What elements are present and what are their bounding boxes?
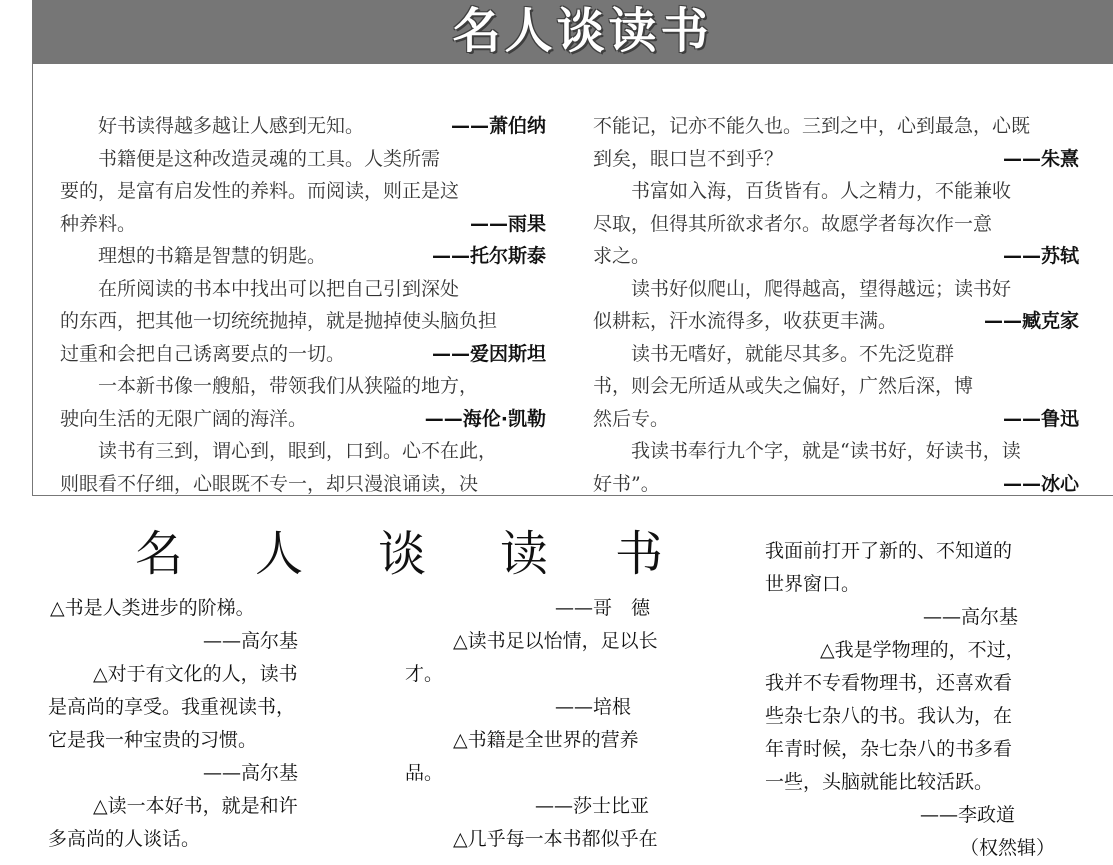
top-right-line [593,305,1079,338]
bottom-quote-line: 是高尚的享受。我重视读书， [48,696,296,718]
quote-author: ——海伦·凯勒 [424,407,546,430]
quote-author: ——鲁迅 [1002,407,1079,430]
quote-text: 到矣，眼口岂不到乎？ [593,147,784,170]
top-right-line [593,468,1079,501]
quote-author: ——冰心 [1002,472,1079,495]
top-title: 名人谈读书 [452,3,713,59]
bottom-quote-line: ——高尔基 [203,630,299,652]
bottom-quote-line: ——哥 德 [555,597,651,619]
top-left-line: 的东西，把其他一切统统抛掉，就是抛掉使头脑负担 [60,310,498,332]
top-left-line [60,208,546,241]
bottom-quote-line: ——李政道 [920,804,1016,826]
bottom-quote-line: 多高尚的人谈话。 [48,828,201,850]
quote-author: ——爱因斯坦 [431,342,546,365]
bottom-quote-line: 它是我一种宝贵的习惯。 [48,729,258,751]
bottom-title-char: 读 [500,526,549,582]
top-right-line: 我读书奉行九个字，就是“读书好，好读书，读 [631,440,1021,462]
top-right-line [593,143,1079,176]
bottom-quote-line: 品。 [405,762,444,784]
top-left-line [60,403,546,436]
quote-author: ——萧伯纳 [450,115,546,137]
top-left-line: 书籍便是这种改造灵魂的工具。人类所需 [98,147,441,170]
quote-text: 种养料。 [60,212,137,235]
quote-author: ——朱熹 [1002,147,1079,170]
top-left-line: 则眼看不仔细，心眼既不专一，却只漫浪诵读，决 [60,472,479,495]
top-left-line: 要的，是富有启发性的养料。而阅读，则正是这 [60,180,460,202]
bottom-title-char: 名 [135,526,184,582]
bottom-quote-line: 世界窗口。 [765,573,861,595]
top-left-line: 在所阅读的书本中找出可以把自己引到深处 [98,277,460,300]
bottom-quote-line: ——莎士比亚 [535,795,650,817]
top-right-line: 尽取，但得其所欲求者尔。故愿学者每次作一意 [593,212,993,235]
top-left-column [60,110,546,500]
top-right-line: 不能记，记亦不能久也。三到之中，心到最急，心既 [593,115,1031,137]
top-right-line: 书富如入海，百货皆有。人之精力，不能兼收 [631,180,1012,202]
quote-text: 驶向生活的无限广阔的海洋。 [60,407,308,430]
quote-author: ——苏轼 [1002,245,1079,267]
bottom-quote-line: 我面前打开了新的、不知道的 [765,540,1013,562]
top-right-line [593,240,1079,273]
quote-text: 好书”。 [593,472,660,495]
bottom-quote-line: △书籍是全世界的营养 [453,729,639,751]
bottom-quote-line: △几乎每一本书都似乎在 [453,828,658,850]
top-right-line [593,403,1079,436]
bottom-quote-line: ——高尔基 [203,762,299,784]
bottom-quote-line: ——高尔基 [923,606,1019,628]
bottom-column-1 [48,592,393,856]
bottom-title [135,522,675,586]
bottom-quote-line: △对于有文化的人，读书 [93,663,298,685]
bottom-quote-line: 些杂七杂八的书。我认为，在 [765,705,1013,727]
bottom-title-char: 书 [615,526,664,582]
bottom-column-3 [765,535,1105,865]
bottom-quote-line: 年青时候，杂七杂八的书多看 [765,738,1013,760]
bottom-quote-line: △我是学物理的，不过， [820,639,1025,661]
bottom-column-2 [405,592,745,856]
bottom-quote-line: 我并不专看物理书，还喜欢看 [765,672,1013,694]
bottom-title-char: 人 [255,526,304,582]
quote-text: 好书读得越多越让人感到无知。 [98,115,365,137]
top-right-line: 书，则会无所适从或失之偏好，广然后深，博 [593,375,974,397]
quote-text: 求之。 [593,245,651,267]
top-right-line: 读书好似爬山，爬得越高，望得越远；读书好 [631,277,1012,300]
bottom-quote-line: 才。 [405,663,444,685]
quote-text: 然后专。 [593,407,670,430]
top-left-line: 一本新书像一艘船，带领我们从狭隘的地方， [98,375,479,397]
bottom-quote-line: △书是人类进步的阶梯。 [50,597,255,619]
bottom-quote-line: △读一本好书，就是和许 [93,795,298,817]
top-left-line [60,338,546,371]
top-right-column [593,110,1079,500]
quote-author: ——托尔斯泰 [431,245,546,267]
bottom-quote-line: ——培根 [555,696,632,718]
top-left-line: 读书有三到，谓心到，眼到，口到。心不在此， [98,440,498,462]
bottom-quote-line: （权然辑） [960,837,1056,859]
quote-author: ——臧克家 [983,310,1079,332]
quote-text: 似耕耘，汗水流得多，收获更丰满。 [593,310,898,332]
bottom-quote-line: 一些，头脑就能比较活跃。 [765,771,994,793]
quote-author: ——雨果 [469,212,546,235]
quote-text: 过重和会把自己诱离要点的一切。 [60,342,346,365]
top-left-line [60,110,546,143]
top-left-line [60,240,546,273]
top-right-line: 读书无嗜好，就能尽其多。不先泛览群 [631,342,955,365]
quote-text: 理想的书籍是智慧的钥匙。 [98,245,327,267]
bottom-quote-line: △读书足以怡情，足以长 [453,630,658,652]
bottom-title-char: 谈 [378,526,427,582]
